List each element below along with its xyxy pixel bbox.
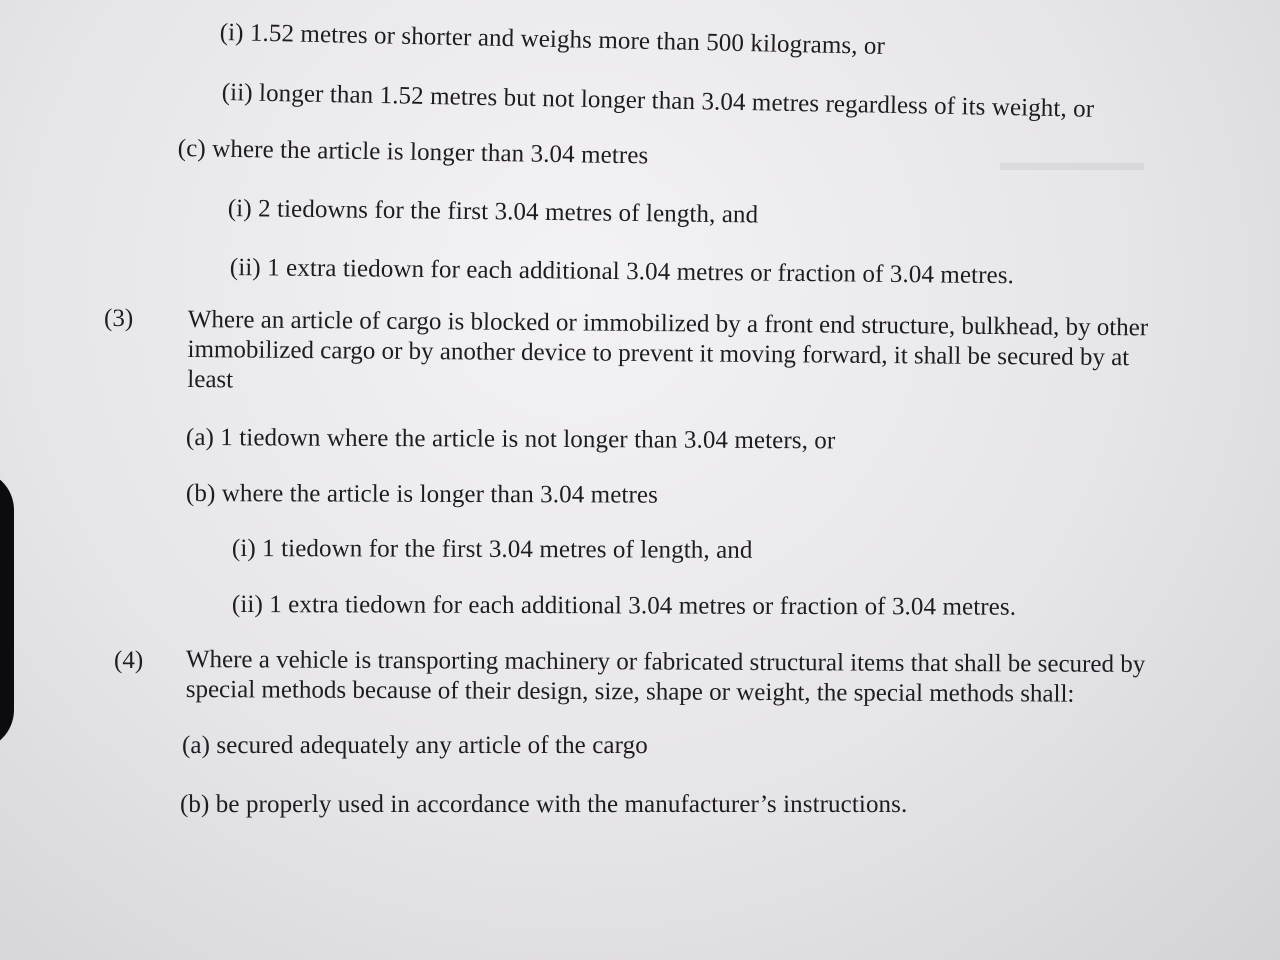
line-item-c-ii: (ii) 1 extra tiedown for each additional 3.04 metres or fraction of 3.04 metres. — [229, 254, 1015, 290]
section-3-line-2: immobilized cargo or by another device to prevent it moving forward, it shall be secured by at — [187, 335, 1130, 372]
page-edge-shadow — [0, 470, 14, 750]
section-3-item-b-i: (i) 1 tiedown for the first 3.04 metres of length, and — [231, 535, 753, 564]
line-item-c: (c) where the article is longer than 3.04 metres — [177, 135, 649, 170]
section-3-item-a: (a) 1 tiedown where the article is not longer than 3.04 meters, or — [185, 424, 836, 455]
section-4-line-2: special methods because of their design, size, shape or weight, the special methods shall: — [185, 675, 1075, 708]
section-3-line-3: least — [187, 365, 234, 394]
line-item-ii-longer: (ii) longer than 1.52 metres but not longer than 3.04 metres regardless of its weight, or — [221, 79, 1095, 123]
section-4-line-1: Where a vehicle is transporting machinery or fabricated structural items that shall be secured by — [185, 646, 1146, 679]
section-4-text — [186, 645, 1146, 710]
section-3-text — [187, 305, 1148, 403]
section-4-item-a: (a) secured adequately any article of the cargo — [182, 732, 648, 759]
line-item-c-i: (i) 2 tiedowns for the first 3.04 metres of length, and — [227, 195, 759, 229]
section-3-item-b: (b) where the article is longer than 3.04 metres — [185, 480, 659, 509]
line-item-i-1-52: (i) 1.52 metres or shorter and weighs more than 500 kilograms, or — [219, 19, 886, 60]
section-3-line-1: Where an article of cargo is blocked or immobilized by a front end structure, bulkhead, by other — [187, 305, 1149, 342]
section-3-item-b-ii: (ii) 1 extra tiedown for each additional 3.04 metres or fraction of 3.04 metres. — [231, 591, 1017, 621]
section-4-number: (4) — [114, 647, 144, 674]
section-3-number: (3) — [104, 305, 134, 332]
bleed-through-marks: ▬▬▬▬▬▬ — [1000, 150, 1144, 176]
section-4-item-b: (b) be properly used in accordance with the manufacturer’s instructions. — [180, 791, 908, 818]
